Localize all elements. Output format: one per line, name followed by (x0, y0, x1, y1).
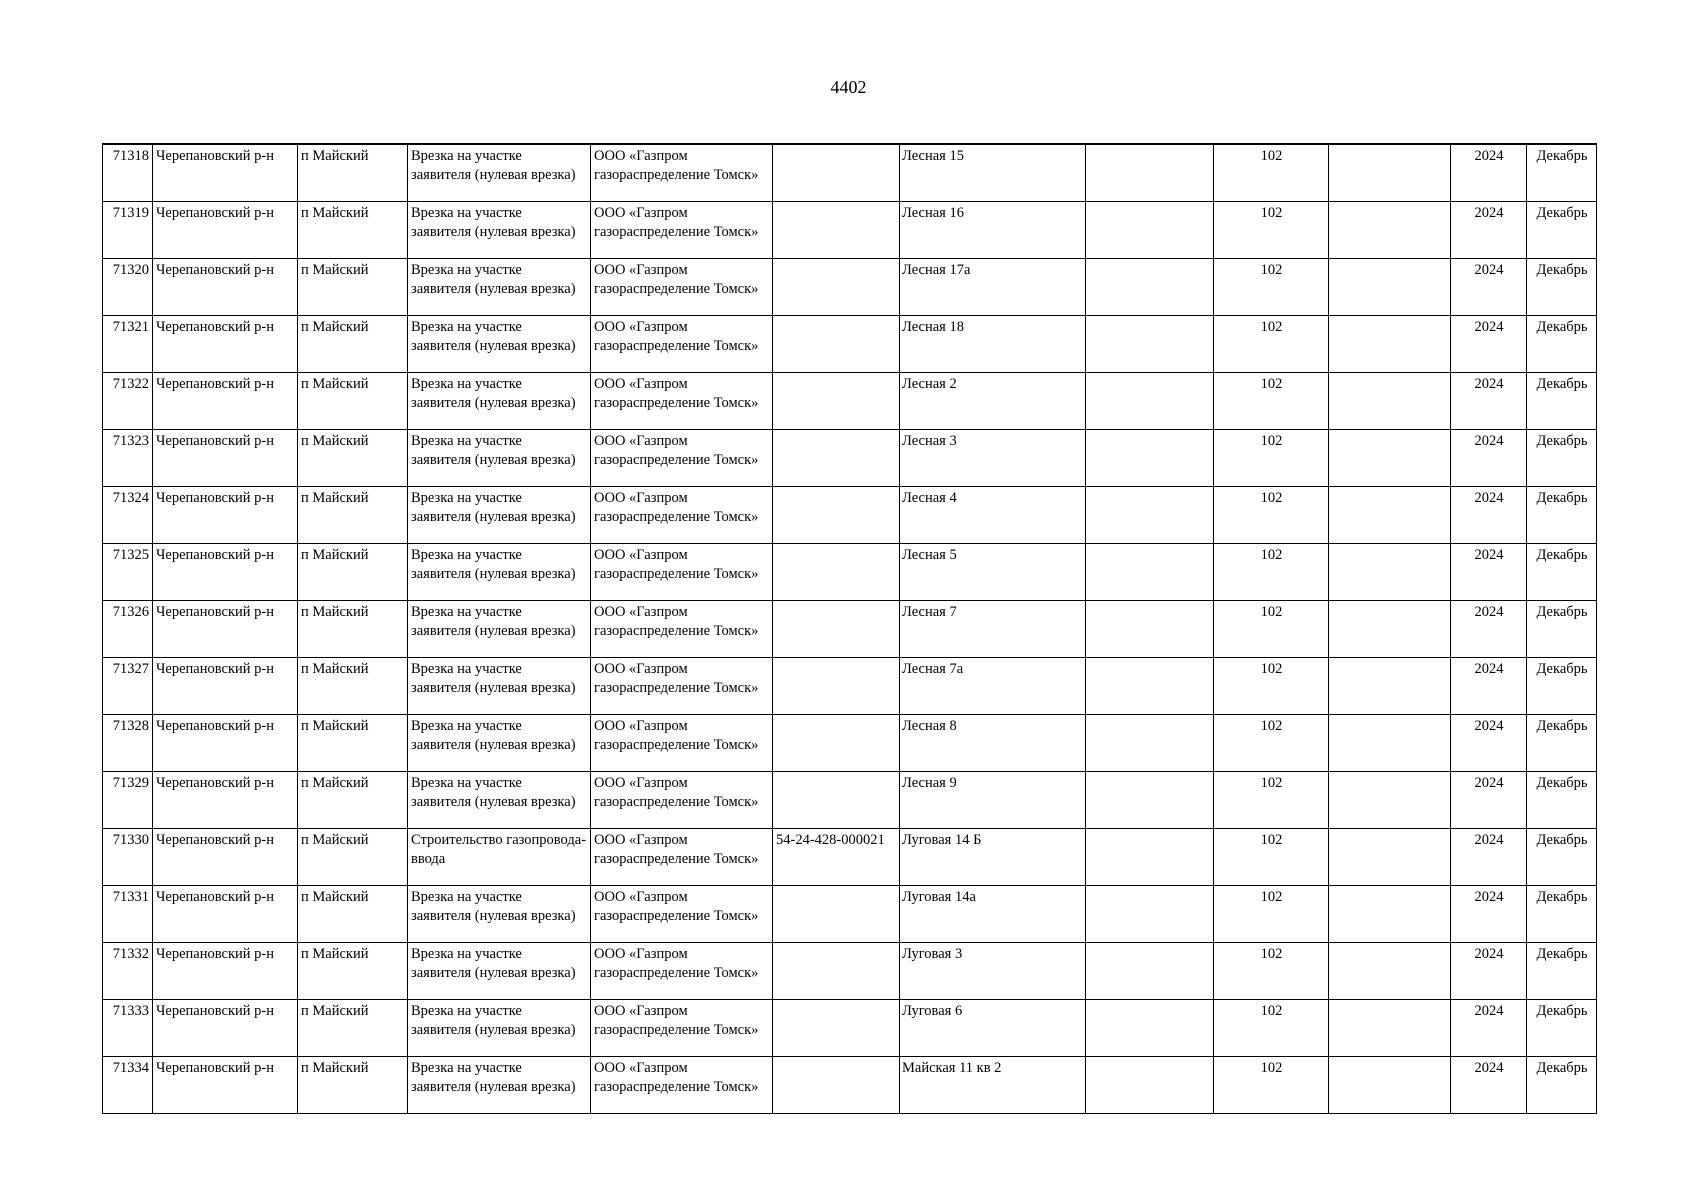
cell-year: 2024 (1451, 657, 1527, 714)
work-type-line2: заявителя (нулевая врезка) (411, 1021, 576, 1038)
cell-code (773, 1056, 900, 1113)
cell-month: Декабрь (1527, 486, 1597, 543)
cell-code (773, 999, 900, 1056)
cell-code (773, 771, 900, 828)
cell-extra (1086, 885, 1214, 942)
work-type-line1: Врезка на участке (411, 888, 522, 905)
work-type-line2: заявителя (нулевая врезка) (411, 793, 576, 810)
cell-value: 102 (1214, 942, 1329, 999)
cell-organization (591, 1056, 773, 1113)
cell-organization (591, 600, 773, 657)
cell-extra (1086, 828, 1214, 885)
cell-settlement: п Майский (298, 600, 408, 657)
organization-line2: газораспределение Томск» (594, 223, 759, 240)
organization-line2: газораспределение Томск» (594, 394, 759, 411)
cell-settlement: п Майский (298, 429, 408, 486)
cell-id: 71329 (103, 771, 153, 828)
organization-line1: ООО «Газпром (594, 204, 688, 221)
organization-line2: газораспределение Томск» (594, 736, 759, 753)
work-type-line2: заявителя (нулевая врезка) (411, 394, 576, 411)
cell-organization (591, 885, 773, 942)
cell-organization (591, 657, 773, 714)
organization-line1: ООО «Газпром (594, 1002, 688, 1019)
table-row (103, 999, 1597, 1056)
cell-code (773, 657, 900, 714)
cell-id: 71333 (103, 999, 153, 1056)
organization-line1: ООО «Газпром (594, 774, 688, 791)
organization-line2: газораспределение Томск» (594, 679, 759, 696)
table-row (103, 828, 1597, 885)
cell-month: Декабрь (1527, 315, 1597, 372)
cell-value: 102 (1214, 372, 1329, 429)
table-row (103, 885, 1597, 942)
cell-work-type (408, 486, 591, 543)
cell-extra (1086, 315, 1214, 372)
cell-code (773, 315, 900, 372)
cell-extra (1086, 999, 1214, 1056)
work-type-line1: Врезка на участке (411, 489, 522, 506)
cell-work-type (408, 258, 591, 315)
cell-work-type (408, 771, 591, 828)
cell-value: 102 (1214, 543, 1329, 600)
table-row (103, 942, 1597, 999)
table-row (103, 372, 1597, 429)
cell-district: Черепановский р-н (153, 372, 298, 429)
cell-id: 71320 (103, 258, 153, 315)
work-type-line2: заявителя (нулевая врезка) (411, 565, 576, 582)
organization-line1: ООО «Газпром (594, 375, 688, 392)
cell-settlement: п Майский (298, 657, 408, 714)
cell-district: Черепановский р-н (153, 258, 298, 315)
cell-extra (1086, 258, 1214, 315)
cell-district: Черепановский р-н (153, 999, 298, 1056)
cell-work-type (408, 429, 591, 486)
cell-code (773, 600, 900, 657)
work-type-line1: Врезка на участке (411, 148, 522, 164)
cell-settlement: п Майский (298, 486, 408, 543)
organization-line1: ООО «Газпром (594, 489, 688, 506)
organization-line1: ООО «Газпром (594, 717, 688, 734)
cell-work-type (408, 600, 591, 657)
cell-extra2 (1329, 714, 1451, 771)
cell-district: Черепановский р-н (153, 144, 298, 201)
organization-line2: газораспределение Томск» (594, 850, 759, 867)
cell-settlement: п Майский (298, 828, 408, 885)
cell-code: 54-24-428-000021 (773, 828, 900, 885)
organization-line1: ООО «Газпром (594, 603, 688, 620)
cell-district: Черепановский р-н (153, 828, 298, 885)
cell-extra2 (1329, 429, 1451, 486)
work-type-line2: заявителя (нулевая врезка) (411, 964, 576, 981)
cell-work-type (408, 942, 591, 999)
cell-code (773, 942, 900, 999)
cell-district: Черепановский р-н (153, 942, 298, 999)
cell-year: 2024 (1451, 942, 1527, 999)
cell-id: 71322 (103, 372, 153, 429)
cell-year: 2024 (1451, 885, 1527, 942)
cell-year: 2024 (1451, 201, 1527, 258)
cell-id: 71331 (103, 885, 153, 942)
work-type-line1: Врезка на участке (411, 603, 522, 620)
cell-value: 102 (1214, 258, 1329, 315)
cell-value: 102 (1214, 600, 1329, 657)
work-type-line1: Врезка на участке (411, 318, 522, 335)
cell-code (773, 429, 900, 486)
cell-extra (1086, 600, 1214, 657)
table-row (103, 201, 1597, 258)
cell-id: 71334 (103, 1056, 153, 1113)
organization-line2: газораспределение Томск» (594, 337, 759, 354)
organization-line2: газораспределение Томск» (594, 167, 759, 183)
organization-line2: газораспределение Томск» (594, 280, 759, 297)
cell-settlement: п Майский (298, 258, 408, 315)
cell-address: Луговая 14а (900, 885, 1086, 942)
cell-extra (1086, 1056, 1214, 1113)
cell-work-type (408, 657, 591, 714)
cell-month: Декабрь (1527, 771, 1597, 828)
cell-code (773, 258, 900, 315)
table-row (103, 1056, 1597, 1113)
cell-extra (1086, 372, 1214, 429)
cell-month: Декабрь (1527, 1056, 1597, 1113)
cell-code (773, 714, 900, 771)
cell-month: Декабрь (1527, 201, 1597, 258)
work-type-line2: заявителя (нулевая врезка) (411, 280, 576, 297)
cell-organization (591, 144, 773, 201)
cell-address: Лесная 7 (900, 600, 1086, 657)
cell-month: Декабрь (1527, 999, 1597, 1056)
cell-address: Лесная 15 (900, 144, 1086, 201)
cell-month: Декабрь (1527, 543, 1597, 600)
work-type-line1: Врезка на участке (411, 261, 522, 278)
cell-work-type (408, 372, 591, 429)
cell-extra2 (1329, 657, 1451, 714)
cell-work-type (408, 828, 591, 885)
cell-work-type (408, 999, 591, 1056)
cell-code (773, 543, 900, 600)
cell-settlement: п Майский (298, 543, 408, 600)
cell-organization (591, 201, 773, 258)
table-body (103, 144, 1597, 1113)
organization-line1: ООО «Газпром (594, 318, 688, 335)
work-type-line1: Врезка на участке (411, 375, 522, 392)
cell-extra2 (1329, 315, 1451, 372)
organization-line2: газораспределение Томск» (594, 451, 759, 468)
work-type-line2: заявителя (нулевая врезка) (411, 451, 576, 468)
table-row (103, 486, 1597, 543)
cell-extra2 (1329, 543, 1451, 600)
organization-line1: ООО «Газпром (594, 945, 688, 962)
cell-value: 102 (1214, 315, 1329, 372)
cell-year: 2024 (1451, 999, 1527, 1056)
cell-settlement: п Майский (298, 999, 408, 1056)
cell-extra (1086, 201, 1214, 258)
cell-organization (591, 486, 773, 543)
cell-settlement: п Майский (298, 942, 408, 999)
organization-line1: ООО «Газпром (594, 546, 688, 563)
organization-line2: газораспределение Томск» (594, 1021, 759, 1038)
cell-month: Декабрь (1527, 600, 1597, 657)
cell-code (773, 885, 900, 942)
cell-year: 2024 (1451, 543, 1527, 600)
cell-value: 102 (1214, 657, 1329, 714)
cell-address: Лесная 2 (900, 372, 1086, 429)
cell-id: 71323 (103, 429, 153, 486)
organization-line1: ООО «Газпром (594, 888, 688, 905)
page-number: 4402 (830, 77, 867, 97)
work-type-line1: Врезка на участке (411, 774, 522, 791)
cell-district: Черепановский р-н (153, 543, 298, 600)
cell-year: 2024 (1451, 1056, 1527, 1113)
cell-organization (591, 315, 773, 372)
cell-address: Лесная 4 (900, 486, 1086, 543)
cell-organization (591, 999, 773, 1056)
cell-value: 102 (1214, 201, 1329, 258)
cell-value: 102 (1214, 714, 1329, 771)
cell-settlement: п Майский (298, 372, 408, 429)
cell-month: Декабрь (1527, 714, 1597, 771)
cell-month: Декабрь (1527, 429, 1597, 486)
cell-extra (1086, 144, 1214, 201)
cell-settlement: п Майский (298, 1056, 408, 1113)
cell-work-type (408, 1056, 591, 1113)
table-row (103, 600, 1597, 657)
cell-month: Декабрь (1527, 372, 1597, 429)
table-row (103, 144, 1597, 201)
cell-extra (1086, 714, 1214, 771)
cell-code (773, 372, 900, 429)
cell-month: Декабрь (1527, 828, 1597, 885)
cell-address: Лесная 8 (900, 714, 1086, 771)
organization-line1: ООО «Газпром (594, 261, 688, 278)
work-type-line2: заявителя (нулевая врезка) (411, 907, 576, 924)
cell-settlement: п Майский (298, 201, 408, 258)
cell-organization (591, 258, 773, 315)
cell-work-type (408, 201, 591, 258)
cell-year: 2024 (1451, 315, 1527, 372)
cell-year: 2024 (1451, 144, 1527, 201)
organization-line1: ООО «Газпром (594, 660, 688, 677)
cell-address: Лесная 5 (900, 543, 1086, 600)
cell-year: 2024 (1451, 486, 1527, 543)
cell-organization (591, 771, 773, 828)
cell-extra2 (1329, 771, 1451, 828)
cell-id: 71328 (103, 714, 153, 771)
work-type-line1: Врезка на участке (411, 1059, 522, 1076)
cell-organization (591, 372, 773, 429)
cell-district: Черепановский р-н (153, 1056, 298, 1113)
cell-work-type (408, 714, 591, 771)
cell-year: 2024 (1451, 828, 1527, 885)
cell-address: Луговая 3 (900, 942, 1086, 999)
table-row (103, 543, 1597, 600)
cell-district: Черепановский р-н (153, 600, 298, 657)
organization-line2: газораспределение Томск» (594, 508, 759, 525)
cell-extra (1086, 771, 1214, 828)
cell-year: 2024 (1451, 372, 1527, 429)
cell-work-type (408, 144, 591, 201)
cell-settlement: п Майский (298, 714, 408, 771)
cell-id: 71318 (103, 144, 153, 201)
cell-id: 71325 (103, 543, 153, 600)
cell-extra2 (1329, 144, 1451, 201)
cell-id: 71327 (103, 657, 153, 714)
organization-line2: газораспределение Томск» (594, 1078, 759, 1095)
cell-extra (1086, 486, 1214, 543)
work-type-line1: Врезка на участке (411, 945, 522, 962)
organization-line2: газораспределение Томск» (594, 565, 759, 582)
work-type-line2: заявителя (нулевая врезка) (411, 223, 576, 240)
cell-id: 71326 (103, 600, 153, 657)
cell-district: Черепановский р-н (153, 885, 298, 942)
cell-id: 71321 (103, 315, 153, 372)
cell-extra2 (1329, 999, 1451, 1056)
cell-settlement: п Майский (298, 315, 408, 372)
cell-extra2 (1329, 1056, 1451, 1113)
cell-settlement: п Майский (298, 771, 408, 828)
organization-line1: ООО «Газпром (594, 1059, 688, 1076)
work-type-line2: заявителя (нулевая врезка) (411, 679, 576, 696)
register-table (102, 143, 1597, 1114)
cell-address: Лесная 17а (900, 258, 1086, 315)
cell-work-type (408, 315, 591, 372)
table-row (103, 258, 1597, 315)
cell-value: 102 (1214, 1056, 1329, 1113)
organization-line2: газораспределение Томск» (594, 793, 759, 810)
cell-district: Черепановский р-н (153, 201, 298, 258)
cell-extra (1086, 429, 1214, 486)
cell-extra (1086, 543, 1214, 600)
cell-value: 102 (1214, 885, 1329, 942)
cell-address: Майская 11 кв 2 (900, 1056, 1086, 1113)
cell-address: Лесная 16 (900, 201, 1086, 258)
cell-address: Луговая 6 (900, 999, 1086, 1056)
organization-line2: газораспределение Томск» (594, 622, 759, 639)
cell-code (773, 486, 900, 543)
cell-year: 2024 (1451, 771, 1527, 828)
cell-address: Лесная 3 (900, 429, 1086, 486)
cell-month: Декабрь (1527, 885, 1597, 942)
cell-id: 71330 (103, 828, 153, 885)
organization-line2: газораспределение Томск» (594, 964, 759, 981)
cell-organization (591, 543, 773, 600)
organization-line1: ООО «Газпром (594, 432, 688, 449)
cell-month: Декабрь (1527, 657, 1597, 714)
cell-address: Лесная 18 (900, 315, 1086, 372)
cell-extra2 (1329, 885, 1451, 942)
cell-month: Декабрь (1527, 144, 1597, 201)
organization-line1: ООО «Газпром (594, 831, 688, 848)
table-row (103, 429, 1597, 486)
work-type-line1: Врезка на участке (411, 546, 522, 563)
cell-organization (591, 828, 773, 885)
work-type-line1: Врезка на участке (411, 432, 522, 449)
cell-extra2 (1329, 600, 1451, 657)
cell-year: 2024 (1451, 714, 1527, 771)
cell-month: Декабрь (1527, 258, 1597, 315)
cell-extra2 (1329, 486, 1451, 543)
cell-organization (591, 429, 773, 486)
cell-extra (1086, 657, 1214, 714)
work-type-line1: Врезка на участке (411, 717, 522, 734)
cell-extra2 (1329, 258, 1451, 315)
cell-extra (1086, 942, 1214, 999)
table-row (103, 771, 1597, 828)
cell-organization (591, 942, 773, 999)
cell-address: Лесная 7а (900, 657, 1086, 714)
cell-extra2 (1329, 201, 1451, 258)
cell-value: 102 (1214, 486, 1329, 543)
work-type-line1: Врезка на участке (411, 1002, 522, 1019)
cell-settlement: п Майский (298, 144, 408, 201)
cell-district: Черепановский р-н (153, 315, 298, 372)
work-type-line1: Врезка на участке (411, 204, 522, 221)
cell-code (773, 201, 900, 258)
work-type-line2: заявителя (нулевая врезка) (411, 1078, 576, 1095)
cell-id: 71332 (103, 942, 153, 999)
table-row (103, 657, 1597, 714)
cell-month: Декабрь (1527, 942, 1597, 999)
cell-organization (591, 714, 773, 771)
work-type-line2: заявителя (нулевая врезка) (411, 508, 576, 525)
work-type-line1: Строительство газопровода- (411, 831, 587, 848)
cell-extra2 (1329, 372, 1451, 429)
cell-id: 71319 (103, 201, 153, 258)
work-type-line2: заявителя (нулевая врезка) (411, 337, 576, 354)
work-type-line1: Врезка на участке (411, 660, 522, 677)
cell-value: 102 (1214, 144, 1329, 201)
work-type-line2: заявителя (нулевая врезка) (411, 167, 576, 183)
cell-id: 71324 (103, 486, 153, 543)
organization-line1: ООО «Газпром (594, 148, 688, 164)
cell-address: Луговая 14 Б (900, 828, 1086, 885)
work-type-line2: заявителя (нулевая врезка) (411, 736, 576, 753)
cell-district: Черепановский р-н (153, 486, 298, 543)
work-type-line2: ввода (411, 850, 446, 867)
cell-address: Лесная 9 (900, 771, 1086, 828)
cell-value: 102 (1214, 771, 1329, 828)
cell-value: 102 (1214, 828, 1329, 885)
cell-year: 2024 (1451, 429, 1527, 486)
cell-year: 2024 (1451, 600, 1527, 657)
cell-district: Черепановский р-н (153, 657, 298, 714)
cell-district: Черепановский р-н (153, 714, 298, 771)
cell-year: 2024 (1451, 258, 1527, 315)
cell-code (773, 144, 900, 201)
cell-district: Черепановский р-н (153, 771, 298, 828)
table-row (103, 315, 1597, 372)
work-type-line2: заявителя (нулевая врезка) (411, 622, 576, 639)
organization-line2: газораспределение Томск» (594, 907, 759, 924)
table-row (103, 714, 1597, 771)
cell-work-type (408, 885, 591, 942)
cell-value: 102 (1214, 999, 1329, 1056)
cell-extra2 (1329, 828, 1451, 885)
cell-value: 102 (1214, 429, 1329, 486)
cell-settlement: п Майский (298, 885, 408, 942)
cell-work-type (408, 543, 591, 600)
cell-extra2 (1329, 942, 1451, 999)
cell-district: Черепановский р-н (153, 429, 298, 486)
